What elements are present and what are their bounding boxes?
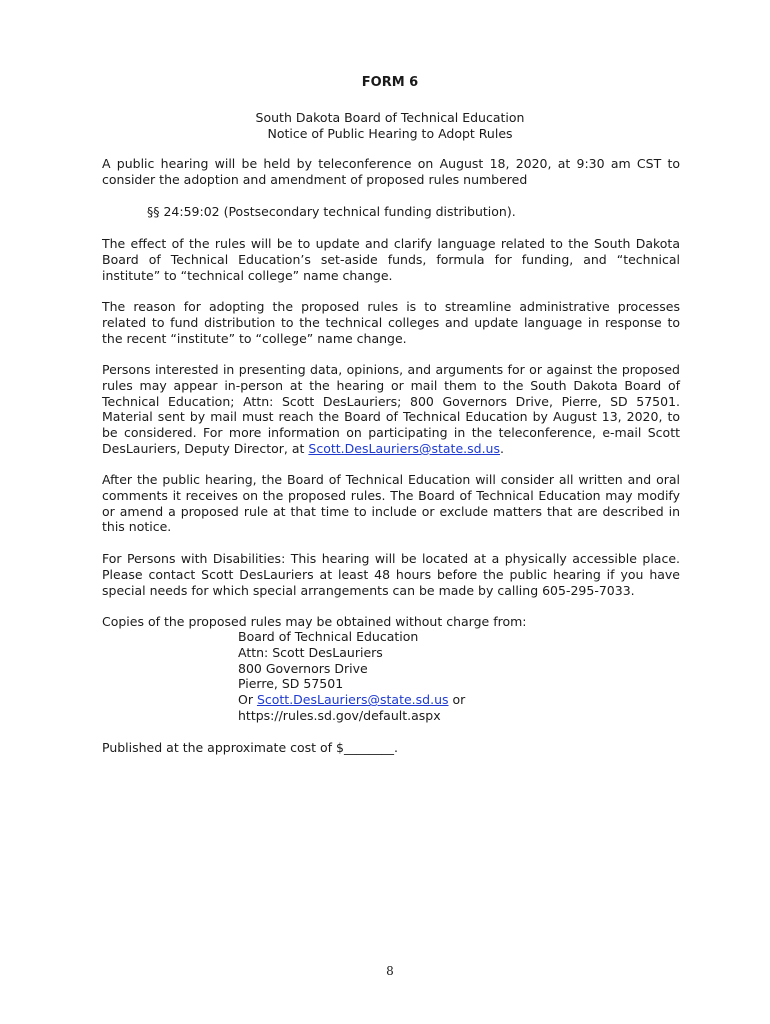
address-line-street: 800 Governors Drive xyxy=(238,660,368,676)
paragraph-after-hearing: After the public hearing, the Board of Technical Education will consider all written and oral comments it receives on the proposed rules. The Board of Technical Education may modify or amend a proposed rule at that time to include or exclude matters that are described in this notice. xyxy=(102,472,680,535)
address-line-attn: Attn: Scott DesLauriers xyxy=(238,644,383,660)
paragraph-reason: The reason for adopting the proposed rules is to streamline administrative processes related to fund distribution to the technical colleges and update language in response to the recent “institute” to “college” name change. xyxy=(102,299,680,346)
address-line-url: https://rules.sd.gov/default.aspx xyxy=(238,707,441,723)
participation-text: Persons interested in presenting data, opinions, and arguments for or against the proposed rules may appear in-person at the hearing or mail them to the South Dakota Board of Technical Education; Attn: Scott DesLauriers; 800 Governors Drive, Pierre, SD 57501. Material sent by mail must reach the Board of Technical Education by August 13, 2020, to be considered. For more information on participating in the teleconference, e-mail Scott DesLauriers, Deputy Director, at xyxy=(102,362,680,456)
participation-end: . xyxy=(499,440,504,456)
paragraph-copies: Copies of the proposed rules may be obtained without charge from: xyxy=(102,614,527,629)
paragraph-effect: The effect of the rules will be to update and clarify language related to the South Dakota Board of Technical Education’s set-aside funds, formula for funding, and “technical institute” to “technical college” name change. xyxy=(102,236,680,283)
form-label: FORM 6 xyxy=(361,75,419,90)
address-line-org: Board of Technical Education xyxy=(238,629,419,644)
address-line-email xyxy=(238,692,465,708)
paragraph-disabilities: For Persons with Disabilities: This hearing will be located at a physically accessible place. Please contact Scott DesLauriers at least 48 hours before the public hearing if you have special needs for which special arrangements can be made by calling 605-295-7033. xyxy=(102,551,680,598)
paragraph-hearing-announcement: A public hearing will be held by teleconference on August 18, 2020, at 9:30 am CST to consider the adoption and amendment of proposed rules numbered xyxy=(102,156,680,187)
header-agency: South Dakota Board of Technical Education xyxy=(255,110,525,125)
rule-reference: §§ 24:59:02 (Postsecondary technical funding distribution). xyxy=(147,204,516,219)
contact-email-link[interactable]: Scott.DesLauriers@state.sd.us xyxy=(308,440,500,456)
address-or-suffix: or xyxy=(448,692,466,708)
page-number: 8 xyxy=(386,964,394,978)
address-block xyxy=(238,629,465,724)
header-notice-title: Notice of Public Hearing to Adopt Rules xyxy=(267,126,513,141)
address-line-city: Pierre, SD 57501 xyxy=(238,676,344,692)
address-email-link[interactable]: Scott.DesLauriers@state.sd.us xyxy=(256,692,449,708)
paragraph-participation xyxy=(102,362,680,457)
paragraph-published-cost: Published at the approximate cost of $________. xyxy=(102,740,398,755)
address-or-prefix: Or xyxy=(238,692,257,708)
